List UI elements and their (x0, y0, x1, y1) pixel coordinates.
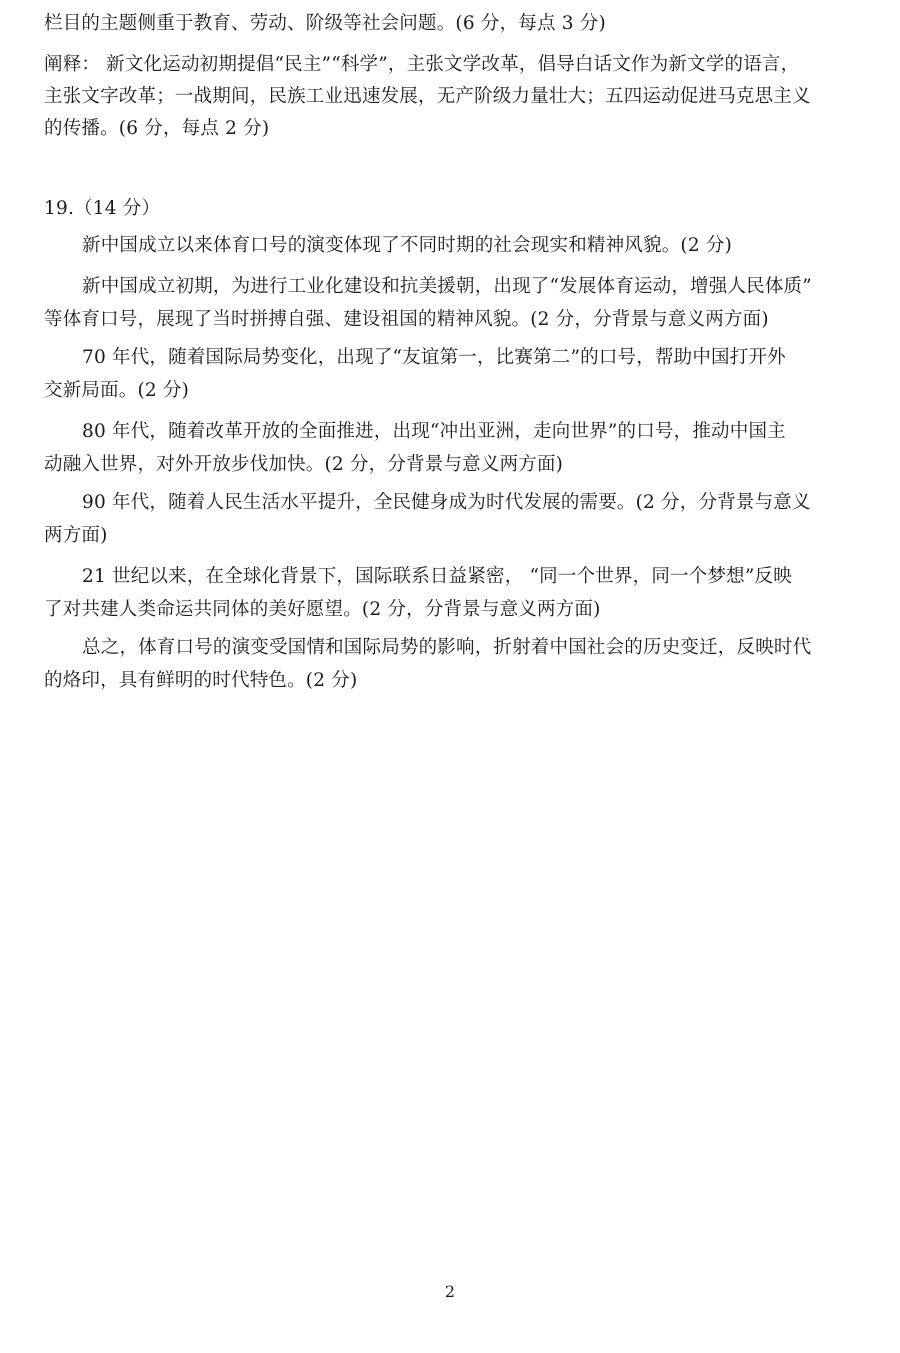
answer-paragraph-line: 21 世纪以来，在全球化背景下，国际联系日益紧密， “同一个世界，同一个梦想”反映 (82, 566, 792, 587)
answer-paragraph-line: 等体育口号，展现了当时拼搏自强、建设祖国的精神风貌。(2 分，分背景与意义两方面) (44, 309, 769, 330)
answer-paragraph-line: 动融入世界，对外开放步伐加快。(2 分，分背景与意义两方面) (44, 454, 564, 475)
answer-paragraph-line: 80 年代，随着改革开放的全面推进，出现“冲出亚洲，走向世界”的口号，推动中国主 (82, 421, 786, 442)
answer-paragraph-line: 新中国成立以来体育口号的演变体现了不同时期的社会现实和精神风貌。(2 分) (82, 235, 732, 256)
answer-paragraph-line: 总之，体育口号的演变受国情和国际局势的影响，折射着中国社会的历史变迁，反映时代 (82, 637, 812, 658)
answer-paragraph-line: 了对共建人类命运共同体的美好愿望。(2 分，分背景与意义两方面) (44, 599, 601, 620)
answer-text-line: 主张文字改革；一战期间，民族工业迅速发展，无产阶级力量壮大；五四运动促进马克思主义 (44, 86, 811, 107)
answer-text-line: 栏目的主题侧重于教育、劳动、阶级等社会问题。(6 分，每点 3 分) (44, 13, 606, 34)
answer-paragraph-line: 90 年代，随着人民生活水平提升，全民健身成为时代发展的需要。(2 分，分背景与意义 (82, 492, 811, 513)
answer-text-line: 阐释： 新文化运动初期提倡“民主”“科学”，主张文学改革，倡导白话文作为新文学的语言， (44, 54, 800, 75)
answer-paragraph-line: 的烙印，具有鲜明的时代特色。(2 分) (44, 670, 358, 691)
answer-text-line: 的传播。(6 分，每点 2 分) (44, 118, 270, 139)
answer-paragraph-line: 70 年代，随着国际局势变化，出现了“友谊第一，比赛第二”的口号，帮助中国打开外 (82, 347, 786, 368)
question-heading: 19.（14 分） (44, 198, 161, 219)
answer-paragraph-line: 交新局面。(2 分) (44, 380, 190, 401)
page-number: 2 (444, 1282, 456, 1301)
answer-paragraph-line: 新中国成立初期，为进行工业化建设和抗美援朝，出现了“发展体育运动，增强人民体质” (82, 276, 812, 297)
answer-paragraph-line: 两方面) (44, 525, 108, 546)
